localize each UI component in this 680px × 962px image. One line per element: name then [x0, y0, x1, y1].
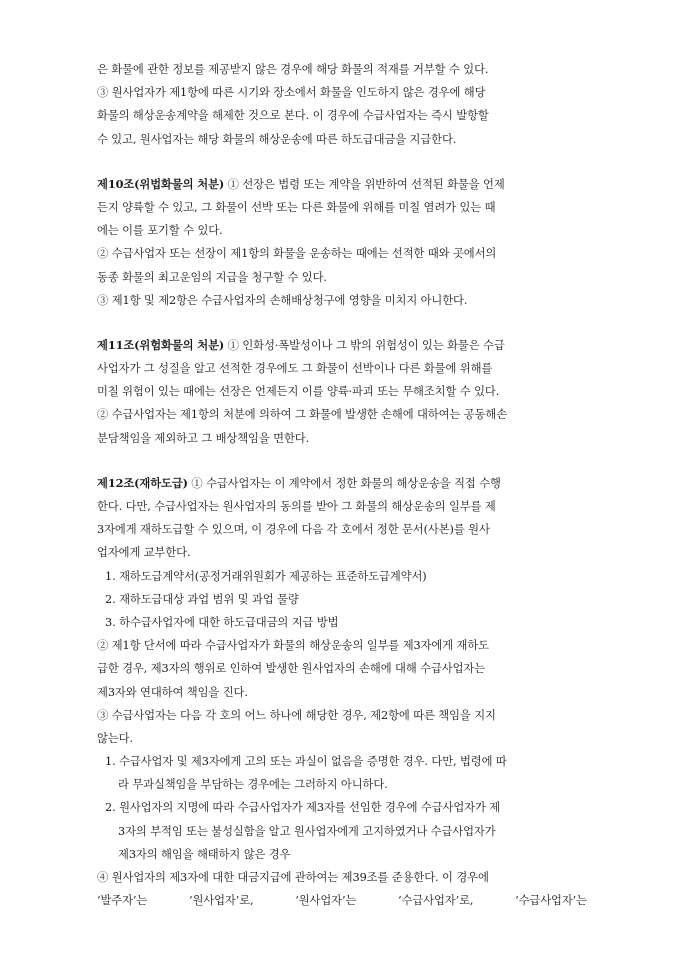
list-item-continuation: 3자의 부적임 또는 불성실함을 알고 원사업자에게 고지하였거나 수급사업자가 [118, 824, 496, 838]
text-line: 3자에게 재하도급할 수 있으며, 이 경우에 다음 각 호에서 정한 문서(사본)를 원사 [97, 523, 490, 537]
text-span: ① 수급사업자는 이 계약에서 정한 화물의 해상운송을 직접 수행 [187, 476, 501, 490]
text-line: ③ 제1항 및 제2항은 수급사업자의 손해배상청구에 영향을 미치지 아니한다. [97, 293, 468, 307]
text-line: 든지 양륙할 수 있고, 그 화물이 선박 또는 다른 화물에 위해를 미칠 염려가 있는 때 [97, 200, 496, 214]
text-line: 은 화물에 관한 정보를 제공받지 않은 경우에 해당 화물의 적재를 거부할 수 있다. [97, 63, 489, 76]
list-item: 3. 하수급사업자에 대한 하도급대금의 지급 방법 [105, 615, 339, 629]
text-span: ‘수급사업자’로, [398, 894, 474, 908]
list-item: 2. 원사업자의 지명에 따라 수급사업자가 제3자를 선임한 경우에 수급사업자가 제 [105, 801, 501, 815]
article-10-first-line [97, 173, 587, 196]
text-span: ① 인화성·폭발성이나 그 밖의 위험성이 있는 화물은 수급 [224, 338, 505, 352]
article-12-heading: 제12조(재하도급) [97, 475, 188, 490]
text-line: ② 수급사업자 또는 선장이 제1항의 화물을 운송하는 때에는 선적한 때와 곳에서의 [97, 247, 497, 261]
text-line: ④ 원사업자의 제3자에 대한 대금지급에 관하여는 제39조를 준용한다. 이 경우에 [97, 871, 489, 884]
text-span: ① 선장은 법령 또는 계약을 위반하여 선적된 화물을 언제 [224, 177, 505, 191]
text-line-justified [97, 889, 587, 912]
text-line: 급한 경우, 제3자의 행위로 인하여 발생한 원사업자의 손해에 대해 수급사업자는 [97, 662, 486, 676]
article-12-first-line [97, 472, 587, 495]
text-span: ‘원사업자’로, [188, 894, 254, 908]
text-line: 에는 이를 포기할 수 있다. [97, 224, 223, 238]
article-11-first-line [97, 334, 587, 357]
text-line: 미칠 위험이 있는 때에는 선장은 언제든지 이를 양륙·파괴 또는 무해조치할 수 있다. [97, 385, 500, 399]
text-line: 업자에게 교부한다. [97, 546, 191, 560]
text-span: ‘원사업자’는 [295, 894, 357, 908]
text-line: 한다. 다만, 수급사업자는 원사업자의 동의를 받아 그 화물의 해상운송의 일부를 제 [97, 500, 496, 513]
text-line: ③ 수급사업자는 다음 각 호의 어느 하나에 해당한 경우, 제2항에 따른 책임을 지지 [97, 708, 496, 722]
text-line: ② 제1항 단서에 따라 수급사업자가 화물의 해상운송의 일부를 제3자에게 재하도 [97, 639, 489, 653]
text-line: 사업자가 그 성질을 알고 선적한 경우에도 그 화물이 선박이나 다른 화물에 위해를 [97, 362, 493, 376]
text-line: 화물의 해상운송계약을 해제한 것으로 본다. 이 경우에 수급사업자는 즉시 발항할 [97, 109, 489, 123]
text-line: 수 있고, 원사업자는 해당 화물의 해상운송에 따른 하도급대금을 지급한다. [97, 132, 457, 146]
document-page [97, 58, 587, 912]
article-10-heading: 제10조(위법화물의 처분) [97, 176, 225, 191]
text-line: 제3자와 연대하여 책임을 진다. [97, 685, 248, 699]
text-line: 않는다. [97, 731, 133, 745]
text-span: ‘발주자’는 [97, 894, 148, 908]
article-11-heading: 제11조(위험화물의 처분) [97, 337, 225, 352]
text-line: ③ 원사업자가 제1항에 따른 시기와 장소에서 화물을 인도하지 않은 경우에 해당 [97, 86, 486, 100]
text-line: ② 수급사업자는 제1항의 처분에 의하여 그 화물에 발생한 손해에 대하여는 공동해손 [97, 408, 508, 422]
list-item: 2. 재하도급대상 과업 범위 및 과업 물량 [105, 592, 299, 606]
text-line: 분담책임을 제외하고 그 배상책임을 면한다. [97, 431, 310, 445]
list-item-continuation: 라 무과실책임을 부담하는 경우에는 그러하지 아니하다. [118, 778, 388, 792]
text-line: 동종 화물의 최고운임의 지급을 청구할 수 있다. [97, 270, 327, 284]
list-item: 1. 수급사업자 및 제3자에게 고의 또는 과실이 없음을 증명한 경우. 다만, 법령에 따 [105, 755, 507, 769]
text-span: ‘수급사업자’는 [515, 894, 587, 908]
list-item-continuation: 제3자의 해임을 해태하지 않은 경우 [118, 847, 291, 861]
list-item: 1. 재하도급계약서(공정거래위원회가 제공하는 표준하도급계약서) [105, 569, 427, 583]
